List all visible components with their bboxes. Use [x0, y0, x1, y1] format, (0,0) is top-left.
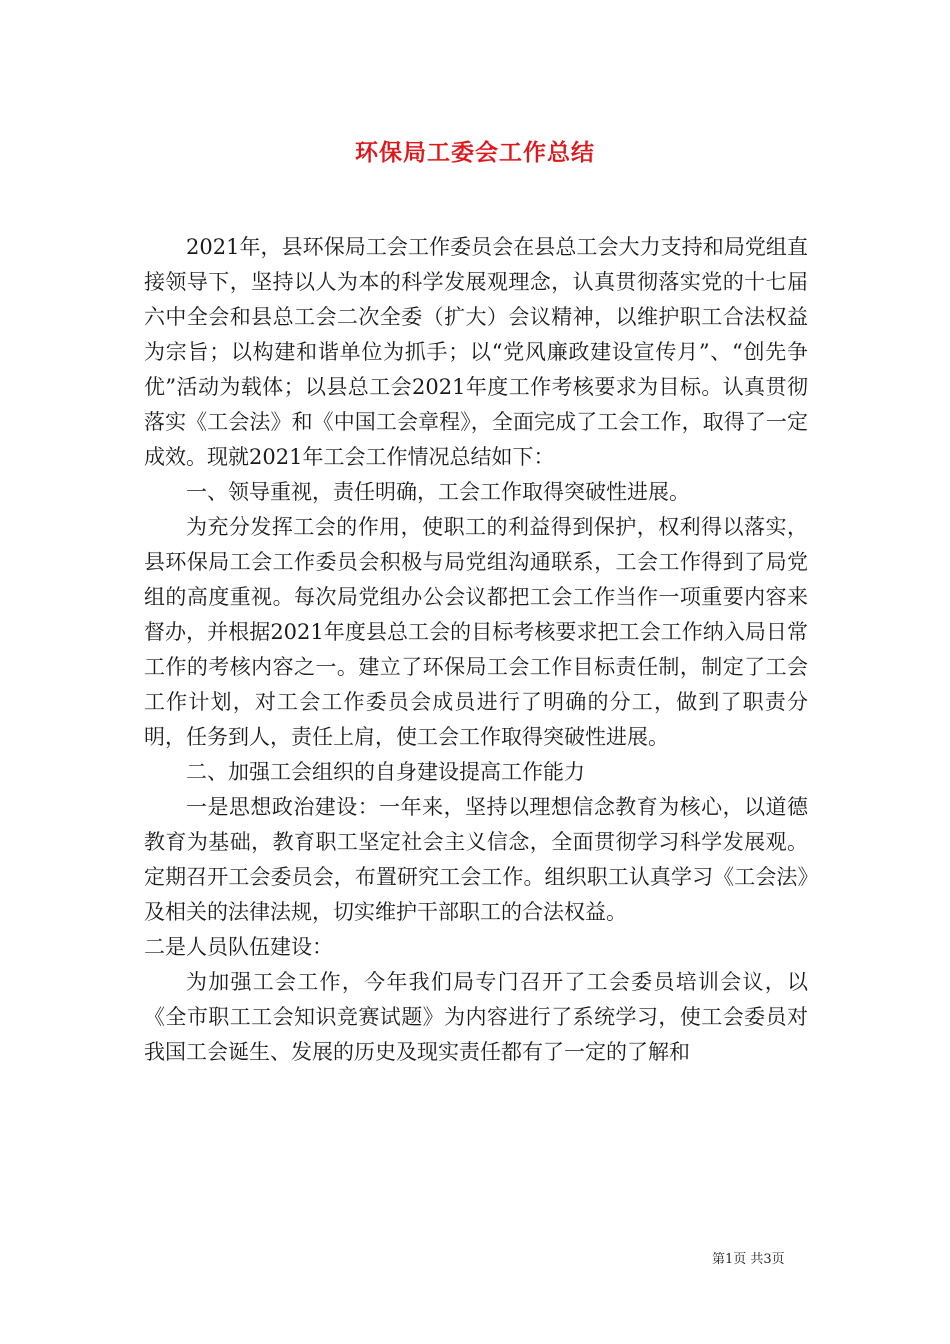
page-number: 第1页 共3页: [712, 1252, 785, 1267]
paragraph-training: 为加强工会工作，今年我们局专门召开了工会委员培训会议，以《全市职工工会知识竞赛试题》为内容进行了系统学习，使工会委员对我国工会诞生、发展的历史及现实责任都有了一定的了解和: [144, 970, 808, 1064]
paragraph-section-1: 为充分发挥工会的作用，使职工的利益得到保护，权利得以落实，县环保局工会工作委员会积极与局党组沟通联系，工会工作得到了局党组的高度重视。每次局党组办公会议都把工会工作当作一项重要内容来督办，并根据2021年度县总工会的目标考核要求把工会工作纳入局日常工作的考核内容之一。建立了环保局工会工作目标责任制，制定了工会工作计划，对工会工作委员会成员进行了明确的分工，做到了职责分明，任务到人，责任上肩，使工会工作取得突破性进展。: [144, 515, 808, 749]
paragraph-ideology: 一是思想政治建设：一年来，坚持以理想信念教育为核心，以道德教育为基础，教育职工坚定社会主义信念，全面贯彻学习科学发展观。定期召开工会委员会，布置研究工会工作。组织职工认真学习《工会法》及相关的法律法规，切实维护干部职工的合法权益。: [144, 795, 808, 924]
paragraph-personnel-heading: 二是人员队伍建设：: [144, 935, 333, 959]
document-body: [144, 230, 808, 1070]
section-heading-1: 一、领导重视，责任明确，工会工作取得突破性进展。: [186, 480, 690, 504]
page-title: 环保局工委会工作总结: [355, 140, 595, 166]
section-heading-2: 二、加强工会组织的自身建设提高工作能力: [186, 760, 585, 784]
paragraph-intro: 2021年，县环保局工会工作委员会在县总工会大力支持和局党组直接领导下，坚持以人为本的科学发展观理念，认真贯彻落实党的十七届六中全会和县总工会二次全委（扩大）会议精神，以维护职工合法权益为宗旨；以构建和谐单位为抓手；以“党风廉政建设宣传月”、“创先争优”活动为载体；以县总工会2021年度工作考核要求为目标。认真贯彻落实《工会法》和《中国工会章程》，全面完成了工会工作，取得了一定成效。现就2021年工会工作情况总结如下：: [144, 235, 808, 469]
